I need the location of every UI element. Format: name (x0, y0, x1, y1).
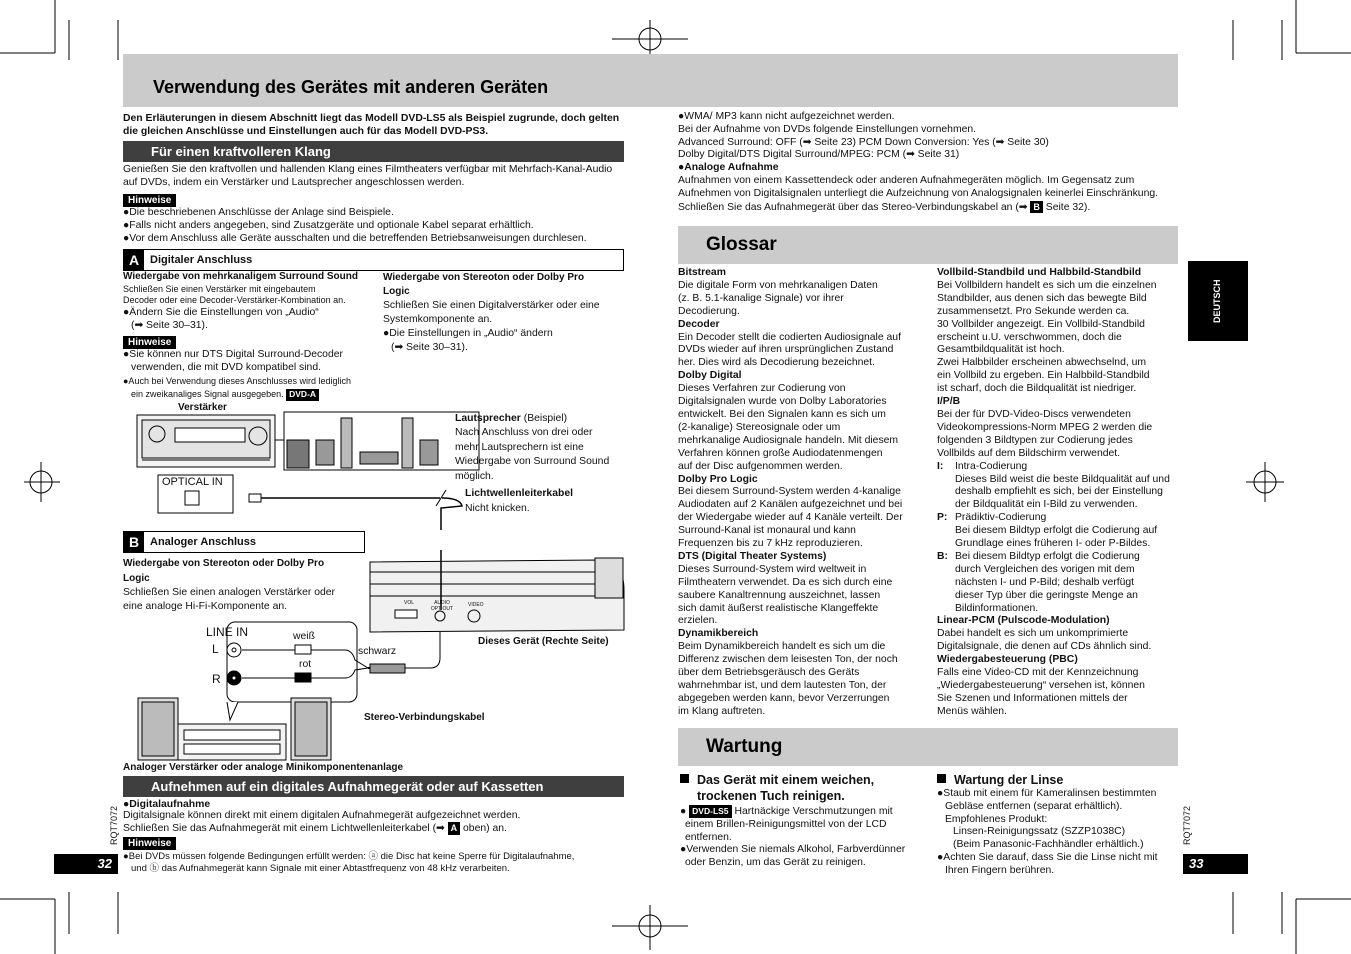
glossar-line: Gesamtbildqualität ist hoch. (937, 344, 1065, 356)
glossar-line: Grundlage eines früheren I- oder P-Bildes. (955, 538, 1151, 550)
analog-rec-line: Aufnahmen von einem Kassettendeck oder anderen Aufnahmegeräten möglich. Im Gegensatz zum (678, 174, 1135, 186)
glossar-line: Frequenzen bis zu 7 kHz reproduzieren. (678, 538, 863, 550)
wartung-linse (937, 772, 1182, 878)
note-item: ●Vor dem Anschluss alle Geräte ausschalten und die betreffenden Betriebsanweisungen durchlesen. (123, 232, 587, 244)
glossar-line: saubere Kanaltrennung auszeichnet, lassen (678, 589, 881, 601)
linse-line: Gebläse entfernen (separat erhältlich). (945, 800, 1123, 812)
linse-line: ●Staub mit einem für Kameralinsen bestimmten (937, 788, 1157, 799)
box-a-header (123, 249, 624, 271)
analog-ref-tag: B (1030, 201, 1043, 214)
l-label: L (212, 642, 219, 656)
schwarz-label: schwarz (358, 646, 397, 657)
lautsprecher-label: Lautsprecher (455, 413, 521, 424)
lautsprecher-line: möglich. (455, 470, 494, 482)
glossar-line: dieser Typ über die geringste Menge an (955, 589, 1138, 601)
note-item: und ⓑ das Aufnahmegerät kann Signale mit einer Abtastfrequenz von 48 kHz verarbeiten. (131, 863, 510, 874)
notes-list-3 (123, 851, 633, 875)
glossar-term: Bitstream (678, 267, 726, 278)
line-in-label: LINE IN (206, 625, 249, 639)
glossar-line: durch Vergleichen des vorigen mit dem (955, 563, 1135, 575)
glossar-subterm-key: B: (937, 550, 948, 562)
lautsprecher-line: Wiedergabe von Surround Sound (455, 456, 610, 467)
note-item: ●Sie können nur DTS Digital Surround-Decoder (123, 349, 343, 360)
glossar-line: Menüs wählen. (937, 705, 1007, 717)
video-label: VIDEO (468, 602, 484, 608)
glossar-line: deshalb empfiehlt es sich, bei der Einstellung (955, 486, 1163, 498)
nicht-knicken-label: Nicht knicken. (465, 503, 530, 514)
rqt-code-left: RQT7072 (109, 805, 119, 845)
glossar-line: Beim Dynamikbereich handelt es sich um die (678, 641, 886, 653)
note-item: ●Die beschriebenen Anschlüsse der Anlage sind Beispiele. (123, 207, 394, 218)
glossar-line: Dieses Verfahren zur Codierung von (678, 383, 846, 395)
glossar-line: 30 Vollbilder angezeigt. Ein Vollbild-Standbild (937, 318, 1145, 330)
glossar-line: Differenz zwischen dem leisesten Ton, der noch (678, 654, 898, 666)
note-item: verwenden, die mit DVD kompatibel sind. (131, 361, 322, 373)
glossar-line: Bei der für DVD-Video-Discs verwendeten (937, 408, 1131, 420)
audio-out-label: AUDIO OPT OUT (430, 600, 454, 612)
wartung-linse-head: Wartung der Linse (954, 773, 1064, 787)
glossar-term: Linear-PCM (Pulscode-Modulation) (937, 615, 1110, 627)
glossar-line: zusammensetzt. Pro Sekunde werden ca. (937, 305, 1130, 317)
wartung-line: entfernen. (685, 831, 732, 843)
analog-rec-line: Aufnehmen von Digitalsignalen unterliegt die Aufzeichnung von Analogsignalen keinerlei Einschränkung. (678, 187, 1159, 199)
aufnehmen-section-bar: Aufnehmen auf ein digitales Aufnahmegerät oder auf Kassetten (123, 776, 624, 797)
klang-section-bar: Für einen kraftvolleren Klang (123, 141, 624, 162)
glossar-line: Filmtheatern verwendet. Da es sich durch eine (678, 576, 893, 588)
glossar-term: Dolby Digital (678, 370, 742, 382)
verstaerker-label: Verstärker (178, 402, 227, 413)
hinweise-tag-2: Hinweise (123, 336, 176, 349)
page-number-right: 33 (1183, 854, 1248, 874)
notes-list-2 (123, 349, 378, 401)
note-item: ein zweikanaliges Signal ausgegeben. (131, 389, 284, 400)
glossar-line: ist scharf, doch die Bildqualität ist niedriger. (937, 383, 1137, 395)
glossar-subterm (937, 512, 1182, 525)
glossar-title: Glossar (706, 234, 777, 255)
glossar-line: (z. B. 5.1-kanalige Signale) vor ihrer (678, 292, 844, 304)
surround-line: (➡ Seite 30–31). (131, 319, 208, 331)
box-a-label: Digitaler Anschluss (150, 254, 253, 266)
glossar-line: erzielen. (678, 615, 718, 627)
settings-line: Dolby Digital/DTS Digital Surround/MPEG: PCM (➡ Seite 31) (678, 149, 960, 161)
digital-line-1: Digitalsignale können direkt mit einem digitalen Aufnahmegerät aufgezeichnet werden. (123, 810, 521, 821)
stereo-head-2: Logic (383, 286, 410, 297)
linse-line: (Beim Panasonic-Fachhändler erhältlich.) (953, 839, 1144, 851)
surround-block (123, 271, 373, 332)
notes-list-1 (123, 207, 633, 245)
note-item: ●Auch bei Verwendung dieses Anschlusses wird lediglich (123, 375, 352, 386)
glossar-line: nächsten I- und P-Bild; deshalb verfügt (955, 576, 1135, 588)
glossar-line: Dabei handelt es sich um unkomprimierte (937, 628, 1129, 640)
settings-line: Bei der Aufnahme von DVDs folgende Einstellungen vornehmen. (678, 123, 977, 135)
digital-ref-tag: A (448, 822, 461, 835)
lautsprecher-block (455, 412, 630, 484)
surround-head: Wiedergabe von mehrkanaligem Surround Sound (123, 271, 358, 282)
dvd-a-tag: DVD-A (286, 389, 319, 401)
glossar-subterm-key: P: (937, 512, 948, 524)
recording-settings (678, 111, 1178, 214)
glossar-line: Falls eine Video-CD mit der Kennzeichnung (937, 667, 1139, 679)
glossar-line: Digitalsignale, die denen auf CDs ähnlich sind. (937, 641, 1152, 653)
page-title: Verwendung des Gerätes mit anderen Geräten (153, 77, 549, 97)
glossar-subterm (937, 461, 1182, 474)
wartung-line: einem Brillen-Reinigungsmittel von der LCD (685, 818, 887, 830)
glossar-term: Dynamikbereich (678, 628, 759, 640)
hinweise-tag-3: Hinweise (123, 837, 176, 850)
glossar-banner (678, 226, 1178, 264)
note-item: ●Falls nicht anders angegeben, sind Zusatzgeräte und optionale Kabel separat erhältlich. (123, 219, 534, 231)
glossar-line: abgegeben werden kann, bevor Verzerrungen (678, 692, 890, 704)
intro-text: Den Erläuterungen in diesem Abschnitt liegt das Modell DVD-LS5 als Beispiel zugrunde, doch gelten die gleichen Anschlüsse und Einstellungen auch für das Modell DVD-PS3. (123, 113, 620, 137)
wartung-title: Wartung (706, 736, 783, 757)
linse-line: Empfohlenes Produkt: (945, 813, 1048, 825)
rot-label: rot (299, 659, 312, 670)
analog-head-2: Logic (123, 572, 150, 584)
title-banner (123, 54, 1178, 107)
analog-line: eine analoge Hi-Fi-Komponente an. (123, 601, 288, 612)
stereo-line: Systemkomponente an. (383, 314, 493, 325)
stereo-block (383, 271, 628, 355)
dvd-ls5-tag: DVD-LS5 (689, 805, 731, 818)
glossar-column-1 (678, 267, 928, 719)
glossar-term: Dolby Pro Logic (678, 473, 758, 485)
dieses-geraet-label: Dieses Gerät (Rechte Seite) (478, 636, 609, 647)
settings-line: ●WMA/ MP3 kann nicht aufgezeichnet werden. (678, 111, 895, 122)
glossar-line: Decodierung. (678, 305, 740, 317)
lautsprecher-line: mehr Lautsprechern ist eine (455, 441, 584, 453)
glossar-line: Bei diesem Surround-System werden 4-kanalige (678, 486, 901, 498)
stereo-line: Schließen Sie einen Digitalverstärker oder eine (383, 300, 600, 311)
lwl-kabel-label: Lichtwellenleiterkabel (465, 488, 573, 499)
glossar-line: folgenden 3 Bildtypen zur Codierung jedes (937, 434, 1133, 446)
glossar-line: Bei Vollbildern handelt es sich um die einzelnen (937, 279, 1157, 291)
glossar-line: der Bildqualität ein I-Bild zu verwenden. (955, 499, 1138, 511)
glossar-line: Vollbilds auf dem Bildschirm verwendet. (937, 447, 1121, 459)
surround-line: ●Ändern Sie die Einstellungen von „Audio“ (123, 306, 319, 318)
glossar-line: entwickelt. Bei den Signalen kann es sich um (678, 408, 886, 420)
optical-in-label: OPTICAL IN (162, 476, 223, 488)
mini-component-icon (178, 724, 286, 760)
glossar-line: Sie Szenen und Informationen mittels der (937, 692, 1128, 704)
glossar-term: DTS (Digital Theater Systems) (678, 550, 827, 562)
stereo-head: Wiedergabe von Stereoton oder Dolby Pro (383, 272, 585, 283)
klang-text: Genießen Sie den kraftvollen und hallenden Klang eines Filmtheaters verfügbar mit Mehrfach-Kanal-Audio auf DVDs, indem ein Verstärker und Lautsprecher angeschlossen werden. (123, 164, 613, 188)
glossar-line: Standbilder, aus denen sich das bewegte Bild (937, 292, 1147, 304)
glossar-line: auf der Disc aufgenommen werden. (678, 460, 843, 472)
stereo-line: (➡ Seite 30–31). (391, 342, 468, 353)
glossar-line: Audiodaten auf 2 Kanälen aufgezeichnet und bei (678, 499, 903, 511)
glossar-line: her. Dies wird als Decodierung bezeichnet. (678, 357, 875, 369)
linse-line: Ihren Fingern berühren. (945, 864, 1055, 876)
stereo-line: ●Die Einstellungen in „Audio“ ändern (383, 328, 553, 339)
wartung-line: ●Verwenden Sie niemals Alkohol, Farbverdünner (680, 844, 906, 856)
glossar-line: Zwei Halbbilder erscheinen abwechselnd, um (937, 357, 1147, 369)
glossar-line: Dieses Bild weist die beste Bildqualität auf und (955, 473, 1170, 485)
glossar-line: „Wiedergabesteuerung“ versehen ist, können (937, 680, 1145, 691)
glossar-line: Videokompressions-Norm MPEG 2 werden die (937, 421, 1153, 433)
wartung-line: oder Benzin, um das Gerät zu reinigen. (685, 857, 866, 869)
glossar-line: Verfahren können große Audiodatenmengen (678, 447, 883, 459)
glossar-subterm-key: I: (937, 460, 944, 472)
language-tab (1188, 261, 1248, 341)
box-b-letter: B (124, 532, 144, 552)
linse-line: Linsen-Reinigungssatz (SZZP1038C) (953, 826, 1126, 838)
analog-head: Wiedergabe von Stereoton oder Dolby Pro (123, 558, 325, 569)
wartung-banner (678, 728, 1178, 766)
glossar-line: sich damit äußerst realistische Klangeffekte (678, 602, 879, 614)
analog-rec-last-b: Seite 32). (1042, 201, 1091, 213)
analoge-aufnahme-head: ●Analoge Aufnahme (678, 162, 779, 174)
glossar-line: DVDs wieder auf ihren ursprünglichen Zustand (678, 344, 894, 356)
weiss-label: weiß (293, 631, 315, 642)
lautsprecher-line: Nach Anschluss von drei oder (455, 427, 593, 438)
glossar-subterm-text: Intra-Codierung (955, 460, 1028, 472)
settings-line: Advanced Surround: OFF (➡ Seite 23) PCM Down Conversion: Yes (➡ Seite 30) (678, 136, 1049, 148)
surround-line: Schließen Sie einen Verstärker mit eingebautem (123, 283, 316, 294)
box-a-letter: A (124, 250, 144, 270)
wartung-geraet-head: Das Gerät mit einem weichen, (697, 773, 875, 787)
glossar-line: ein Vollbild zu ergeben. Ein Halbbild-Standbild (937, 370, 1150, 382)
glossar-term: Decoder (678, 318, 720, 330)
digital-line-2: Schließen Sie das Aufnahmegerät mit einem Lichtwellenleiterkabel (➡ (123, 823, 448, 834)
beispiel-label: (Beispiel) (520, 413, 568, 424)
glossar-term: Vollbild-Standbild und Halbbild-Standbild (937, 267, 1142, 278)
glossar-column-2 (937, 267, 1182, 719)
wartung-line: Hartnäckige Verschmutzungen mit (734, 806, 893, 817)
glossar-line: im Klang auftreten. (678, 705, 766, 717)
r-label: R (212, 672, 221, 686)
glossar-line: über dem Betriebsgeräusch des Geräts (678, 667, 860, 679)
glossar-line: Surround-Kanal ist monaural und kann (678, 525, 856, 537)
glossar-line: Bildinformationen. (955, 602, 1039, 614)
digitalaufnahme-head: ●Digitalaufnahme (123, 799, 211, 810)
glossar-line: Digitalsignalen wurde von Dolby Laboratories (678, 396, 887, 408)
analog-caption: Analoger Verstärker oder analoge Minikomponentenanlage (123, 762, 404, 773)
wartung-geraet: Das Gerät mit einem weichen, trockenen Tuch reinigen. ● DVD-LS5 Hartnäckige Verschmutzungen mit einem Brillen-Reinigungsmittel von der LCD entfernen. ●Verwenden Sie niemals Alkohol, Farbverdünner oder Benzin, um das Gerät zu reinigen. (680, 772, 930, 870)
glossar-line: Bei diesem Bildtyp erfolgt die Codierung auf (955, 525, 1158, 537)
surround-line: Decoder oder eine Decoder-Verstärker-Kombination an. (123, 295, 346, 306)
language-label: DEUTSCH (1212, 279, 1222, 323)
stereo-kabel-label: Stereo-Verbindungskabel (364, 712, 485, 723)
analog-rec-last: Schließen Sie das Aufnahmegerät über das Stereo-Verbindungskabel an (➡ (678, 201, 1031, 213)
hinweise-tag-1: Hinweise (123, 194, 176, 207)
glossar-line: mehrkanalige Audiosignale handeln. Mit diesem (678, 434, 899, 446)
glossar-line: der Wiedergabe wieder auf 4 Kanäle verteilt. Der (678, 512, 903, 524)
rqt-code-right: RQT7072 (1182, 805, 1192, 845)
wartung-geraet-head-2: trockenen Tuch reinigen. (697, 789, 845, 803)
glossar-line: wahrnehmbar ist, und dem lautesten Ton, der (678, 680, 887, 691)
note-item: ●Bei DVDs müssen folgende Bedingungen erfüllt werden: ⓐ die Disc hat keine Sperre für Digitalaufnahme, (123, 851, 575, 862)
linse-line: ●Achten Sie darauf, dass Sie die Linse nicht mit (937, 851, 1158, 863)
page-number-left: 32 (54, 854, 118, 874)
glossar-subterm-text: Prädiktiv-Codierung (955, 512, 1047, 524)
glossar-term: I/P/B (937, 396, 961, 408)
box-b-label: Analoger Anschluss (150, 536, 256, 548)
glossar-line: (2-kanalige) Stereosignale oder um (678, 421, 841, 433)
glossar-term: Wiedergabesteuerung (PBC) (937, 654, 1078, 666)
digital-line-2b: oben) an. (460, 823, 507, 834)
glossar-subterm-text: Bei diesem Bildtyp erfolgt die Codierung (955, 550, 1140, 562)
glossar-line: Ein Decoder stellt die codierten Audiosignale auf (678, 331, 901, 343)
glossar-line: Die digitale Form von mehrkanaligen Daten (678, 279, 878, 291)
glossar-subterm (937, 551, 1182, 564)
analog-line: Schließen Sie einen analogen Verstärker oder (123, 587, 335, 598)
glossar-line: Dieses Surround-System wird weltweit in (678, 563, 867, 575)
vol-label: VOL (404, 600, 415, 606)
glossar-line: erscheint u.U. verschwommen, doch die (937, 331, 1122, 343)
